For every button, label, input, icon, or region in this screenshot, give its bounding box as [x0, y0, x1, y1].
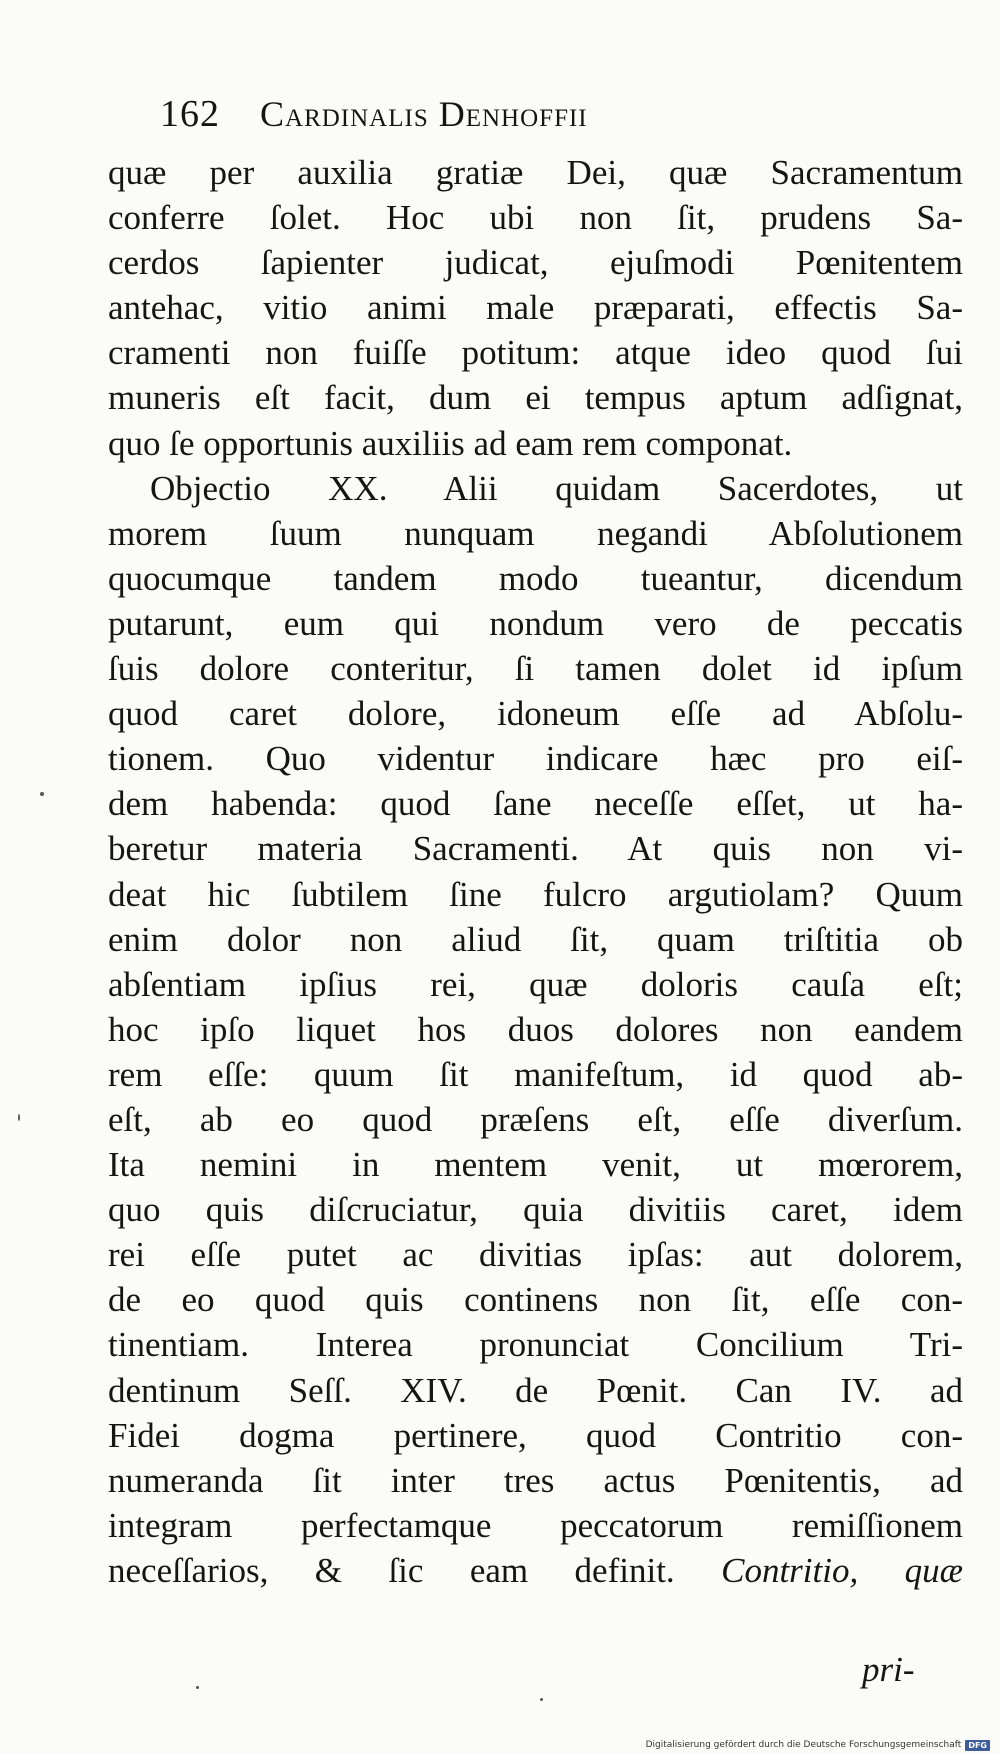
text-line: beretur materia Sacramenti. At quis non vi- [108, 829, 963, 869]
text-line: ſuis dolore conteritur, ſi tamen dolet id ipſum [108, 649, 963, 689]
print-speck [196, 1686, 199, 1689]
final-line-roman: neceſſarios, & ſic eam definit. [108, 1550, 675, 1590]
text-line: quo quis diſcruciatur, quia divitiis caret, idem [108, 1190, 963, 1230]
text-line: muneris eſt facit, dum ei tempus aptum adſignat, [108, 378, 963, 418]
text-line: cerdos ſapienter judicat, ejuſmodi Pœnitentem [108, 243, 963, 283]
text-line: quæ per auxilia gratiæ Dei, quæ Sacramentum [108, 153, 963, 192]
running-head: Cardinalis Denhoffii [260, 94, 588, 134]
text-line: dem habenda: quod ſane neceſſe eſſet, ut ha- [108, 784, 963, 824]
text-line: putarunt, eum qui nondum vero de peccatis [108, 603, 963, 643]
text-line: quo ſe opportunis auxiliis ad eam rem componat. [108, 423, 793, 463]
final-line-italic: Contritio, quæ [721, 1550, 963, 1590]
text-line: quod caret dolore, idoneum eſſe ad Abſolu- [108, 694, 963, 734]
page-header [160, 92, 860, 146]
print-speck [540, 1698, 543, 1701]
text-line: quocumque tandem modo tueantur, dicendum [108, 558, 963, 598]
text-line: rei eſſe putet ac divitias ipſas: aut dolorem, [108, 1235, 963, 1275]
text-line: numeranda ſit inter tres actus Pœnitentis, ad [108, 1460, 963, 1500]
page-number: 162 [160, 93, 220, 135]
text-line: antehac, vitio animi male præparati, effectis Sa- [108, 288, 963, 328]
text-line: Ita nemini in mentem venit, ut mœrorem, [108, 1145, 963, 1185]
text-line: de eo quod quis continens non ſit, eſſe con- [108, 1280, 963, 1320]
footer-credit: Digitalisierung gefördert durch die Deutsche Forschungsgemeinschaft [645, 1740, 962, 1750]
text-line: deat hic ſubtilem ſine fulcro argutiolam? Quum [108, 874, 963, 914]
text-line: eſt, ab eo quod præſens eſt, eſſe diverſum. [108, 1099, 963, 1139]
digitization-footer [646, 1738, 990, 1752]
text-line: conferre ſolet. Hoc ubi non ſit, prudens Sa- [108, 198, 963, 238]
text-line: cramenti non fuiſſe potitum: atque ideo quod ſui [108, 333, 963, 373]
print-speck [40, 792, 44, 796]
text-line: abſentiam ipſius rei, quæ doloris cauſa eſt; [108, 964, 963, 1004]
text-line: tinentiam. Interea pronunciat Concilium Tri- [108, 1325, 963, 1365]
text-line-final [108, 1548, 963, 1593]
dfg-logo-icon: DFG [965, 1740, 990, 1751]
text-line: integram perfectamque peccatorum remiſſionem [108, 1505, 963, 1545]
catchword: pri- [862, 1650, 915, 1689]
body-text [108, 150, 963, 1593]
text-line: hoc ipſo liquet hos duos dolores non eandem [108, 1009, 963, 1049]
text-line: enim dolor non aliud ſit, quam triſtitia ob [108, 919, 963, 959]
text-line: tionem. Quo videntur indicare hæc pro eiſ- [108, 739, 963, 779]
text-line: rem eſſe: quum ſit manifeſtum, id quod ab- [108, 1054, 963, 1094]
text-line: morem ſuum nunquam negandi Abſolutionem [108, 513, 963, 553]
text-line: Fidei dogma pertinere, quod Contritio con- [108, 1415, 963, 1455]
text-line: Objectio XX. Alii quidam Sacerdotes, ut [150, 468, 963, 508]
text-line: dentinum Seſſ. XIV. de Pœnit. Can IV. ad [108, 1370, 963, 1410]
print-speck [18, 1114, 20, 1121]
